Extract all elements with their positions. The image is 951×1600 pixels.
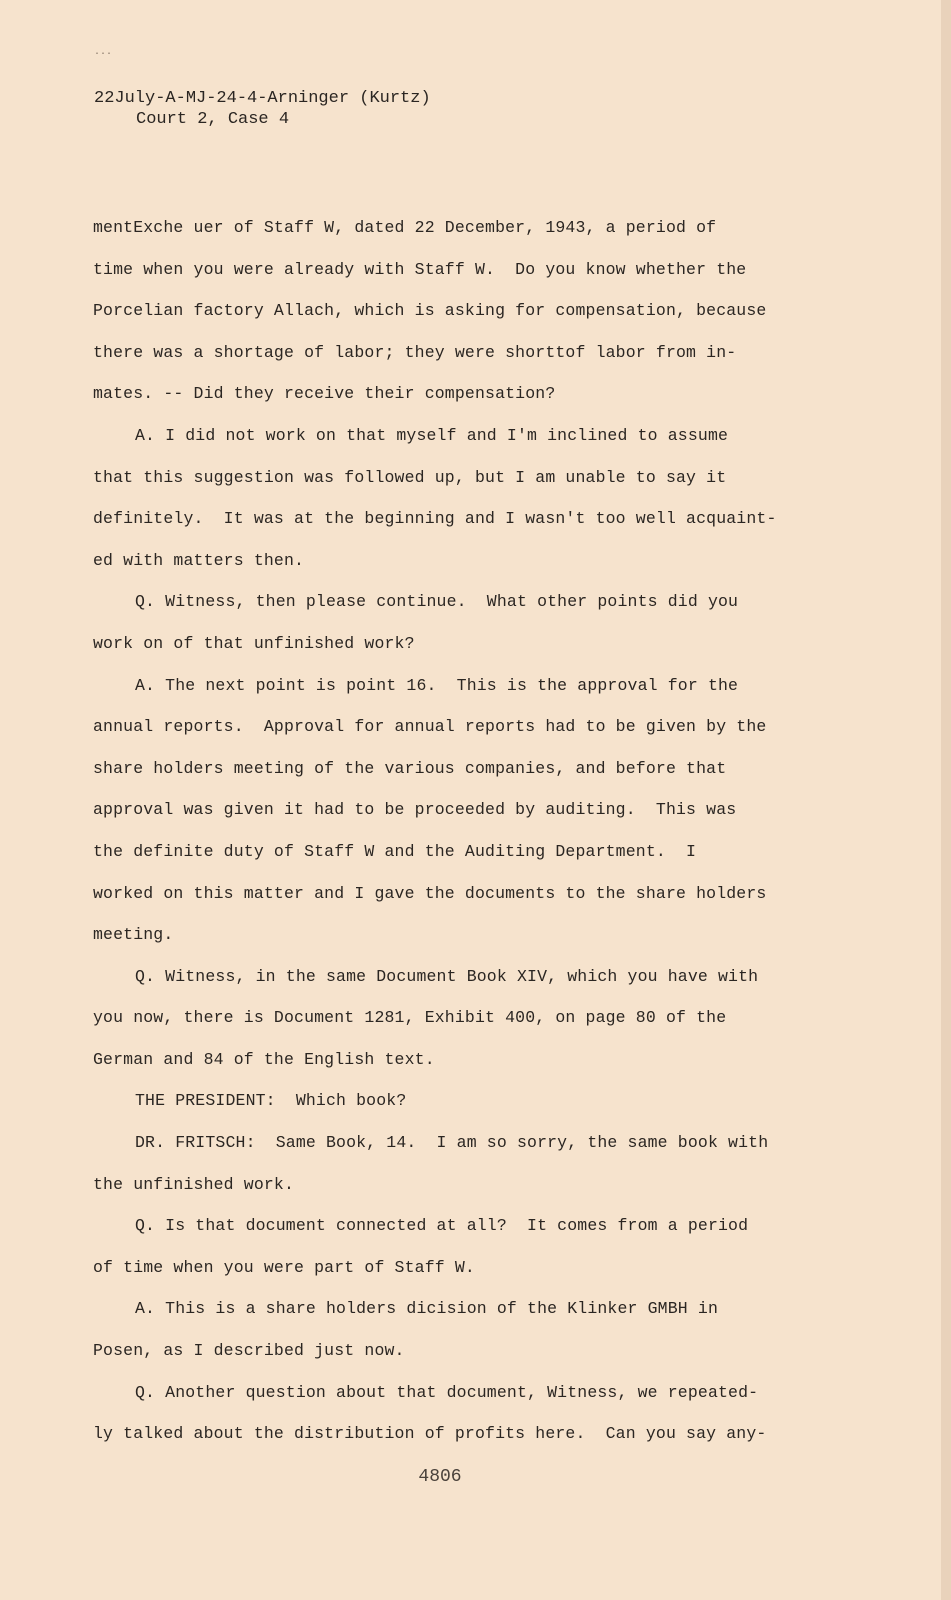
text-line: definitely. It was at the beginning and I wasn't too well acquaint- bbox=[93, 509, 777, 529]
text-line: A. This is a share holders dicision of the Klinker GMBH in bbox=[135, 1299, 718, 1319]
text-line: there was a shortage of labor; they were shorttof labor from in- bbox=[93, 342, 737, 362]
text-line: worked on this matter and I gave the documents to the share holders bbox=[93, 883, 767, 903]
header-line-1: 22July-A-MJ-24-4-Arninger (Kurtz) bbox=[94, 89, 431, 108]
text-line: mates. -- Did they receive their compensation? bbox=[93, 384, 556, 404]
text-line: meeting. bbox=[93, 925, 174, 945]
page-number: 4806 bbox=[418, 1467, 462, 1487]
text-line: share holders meeting of the various companies, and before that bbox=[93, 758, 727, 778]
text-line: Q. Witness, in the same Document Book XIV, which you have with bbox=[135, 966, 759, 986]
header-line-2: Court 2, Case 4 bbox=[136, 110, 290, 129]
text-line: Q. Another question about that document, Witness, we repeated- bbox=[135, 1382, 759, 1402]
text-line: DR. FRITSCH: Same Book, 14. I am so sorry, the same book with bbox=[135, 1133, 769, 1153]
text-line: of time when you were part of Staff W. bbox=[93, 1257, 475, 1277]
text-line: ed with matters then. bbox=[93, 550, 305, 570]
text-line: ly talked about the distribution of profits here. Can you say any- bbox=[93, 1424, 767, 1444]
text-line: German and 84 of the English text. bbox=[93, 1049, 435, 1069]
page-header bbox=[94, 88, 431, 130]
text-line: the definite duty of Staff W and the Auditing Department. I bbox=[93, 841, 697, 861]
text-line: work on of that unfinished work? bbox=[93, 633, 415, 653]
text-line: mentExche uer of Staff W, dated 22 December, 1943, a period of bbox=[93, 218, 717, 237]
text-line: Porcelian factory Allach, which is asking for compensation, because bbox=[93, 301, 767, 321]
text-line: Q. Witness, then please continue. What other points did you bbox=[135, 592, 739, 612]
page-speck: ... bbox=[94, 46, 113, 57]
text-line: Q. Is that document connected at all? It comes from a period bbox=[135, 1216, 749, 1236]
text-line: A. I did not work on that myself and I'm inclined to assume bbox=[135, 425, 729, 445]
transcript-body bbox=[93, 207, 798, 1455]
text-line: you now, there is Document 1281, Exhibit 400, on page 80 of the bbox=[93, 1008, 727, 1028]
text-line: that this suggestion was followed up, but I am unable to say it bbox=[93, 467, 727, 487]
text-line: annual reports. Approval for annual reports had to be given by the bbox=[93, 717, 767, 737]
text-line: Posen, as I described just now. bbox=[93, 1341, 405, 1361]
text-line: THE PRESIDENT: Which book? bbox=[135, 1091, 407, 1111]
text-line: the unfinished work. bbox=[93, 1174, 295, 1194]
text-line: A. The next point is point 16. This is the approval for the bbox=[135, 675, 739, 695]
text-line: approval was given it had to be proceeded by auditing. This was bbox=[93, 800, 737, 820]
text-line: time when you were already with Staff W. Do you know whether the bbox=[93, 259, 747, 279]
